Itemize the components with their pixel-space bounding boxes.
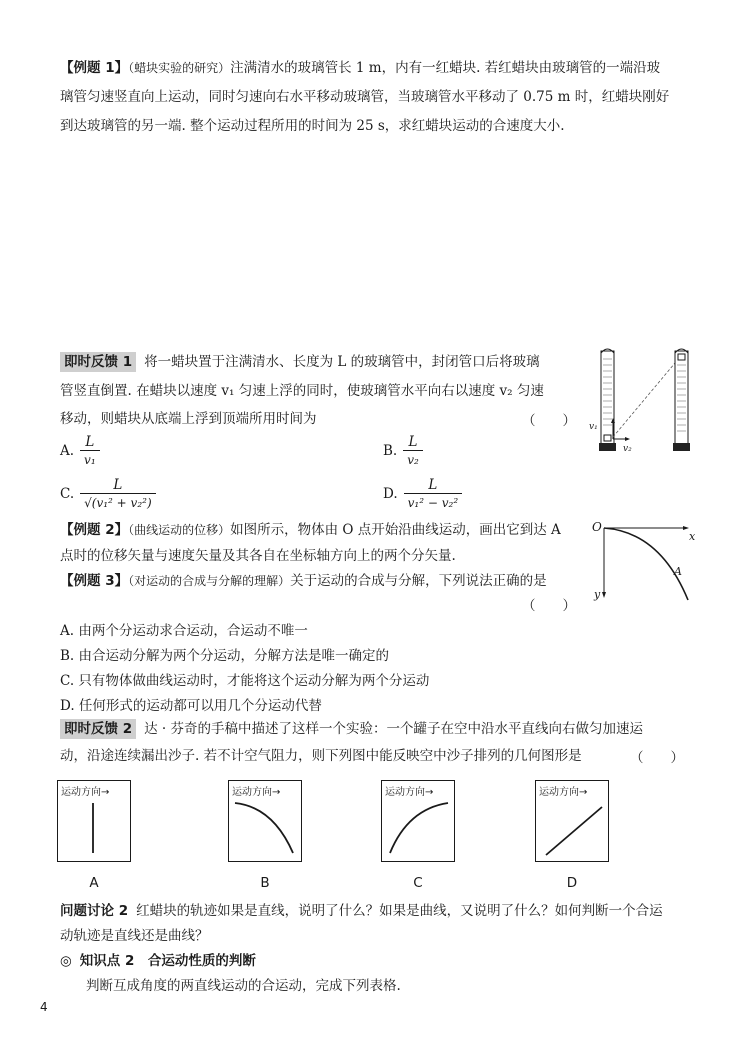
example-3-option-a[interactable]: A. 由两个分运动求合运动，合运动不唯一 [60,623,308,639]
feedback-2-line-1 [60,719,643,739]
example-3-answer-paren: （ ） [522,598,576,614]
example-2-text-1: 如图所示，物体由 O 点开始沿曲线运动，画出它到达 A [230,522,561,538]
sand-figure-a[interactable] [57,780,131,862]
option-b-denominator: v₂ [407,453,419,467]
option-d-numerator: L [404,477,462,494]
option-c-label: C. [60,486,75,502]
sand-figure-b-label: B [260,875,270,891]
feedback-1-answer-paren: （ ） [522,413,576,429]
feedback-2-answer-paren: （ ） [630,750,684,766]
example-2-line-2: 点时的位移矢量与速度矢量及其各自在坐标轴方向上的两个分矢量. [60,548,456,564]
feedback-2-tag: 即时反馈 2 [60,719,136,739]
example-1-tag: 【例题 1】 [60,60,129,76]
feedback-1-option-b[interactable] [383,434,423,469]
option-a-fraction [80,434,100,469]
example-1-line-3: 到达玻璃管的另一端. 整个运动过程所用的时间为 25 s，求红蜡块运动的合速度大小. [60,118,565,134]
discussion-line-2: 动轨迹是直线还是曲线？ [60,928,209,944]
example-1-topic: （蜡块实验的研究） [128,61,231,75]
knowledge-point-text: 判断互成角度的两直线运动的合运动，完成下列表格. [86,978,401,994]
option-c-numerator: L [80,477,156,494]
example-3-option-c[interactable]: C. 只有物体做曲线运动时，才能将这个运动分解为两个分运动 [60,673,430,689]
sand-figure-c-label: C [413,875,423,891]
sand-figure-b[interactable] [228,780,302,862]
page-number: 4 [40,1000,48,1014]
example-3-tag: 【例题 3】 [60,573,129,589]
example-2-line-1 [60,520,561,540]
example-1-line-2: 璃管匀速竖直向上运动，同时匀速向右水平移动玻璃管，当玻璃管水平移动了 0.75 m 时，红蜡块刚好 [60,89,670,105]
example-3-topic: （对运动的合成与分解的理解） [128,574,291,588]
glass-tube-figure [585,345,700,460]
option-a-denominator: v₁ [84,453,96,467]
motion-direction-label: 运动方向→ [539,787,588,798]
example-3-line-1 [60,571,547,591]
knowledge-point-heading [60,951,256,971]
feedback-1-option-d[interactable] [383,477,462,512]
example-3-option-b[interactable]: B. 由合运动分解为两个分运动，分解方法是唯一确定的 [60,648,390,664]
feedback-1-line-3: 移动，则蜡块从底端上浮到顶端所用时间为 [60,411,317,427]
example-1-text-1: 注满清水的玻璃管长 1 m，内有一红蜡块. 若红蜡块由玻璃管的一端沿玻 [230,60,661,76]
option-d-denominator: v₁² − v₂² [407,496,459,510]
feedback-1-tag: 即时反馈 1 [60,352,136,372]
sand-figure-d-label: D [566,875,578,891]
example-1-line-1 [60,58,660,78]
origin-label: O [592,520,602,534]
point-a-label: A [674,565,682,578]
option-c-fraction [80,477,156,512]
v2-label: v₂ [623,444,632,454]
sand-figure-a-label: A [89,875,99,891]
motion-direction-label: 运动方向→ [232,787,281,798]
x-axis-label: x [689,530,696,543]
knowledge-point-symbol: ◎ [60,953,72,969]
example-2-topic: （曲线运动的位移） [128,523,231,537]
option-d-label: D. [383,486,398,502]
motion-direction-label: 运动方向→ [385,787,434,798]
option-b-fraction [403,434,423,469]
discussion-line-1 [60,901,663,921]
option-c-denominator: √(v₁² + v₂²) [84,496,152,510]
sand-figure-d[interactable] [535,780,609,862]
sand-figure-c[interactable] [381,780,455,862]
feedback-1-line-2: 管竖直倒置. 在蜡块以速度 v₁ 匀速上浮的同时，使玻璃管水平向右以速度 v₂ 匀速 [60,383,544,399]
motion-direction-label: 运动方向→ [61,787,110,798]
option-b-label: B. [383,443,398,459]
y-axis-label: y [594,588,601,601]
example-3-text-1: 关于运动的合成与分解，下列说法正确的是 [290,573,547,589]
feedback-1-line-1 [60,352,540,372]
feedback-1-option-a[interactable] [60,434,100,469]
example-3-option-d[interactable]: D. 任何形式的运动都可以用几个分运动代替 [60,698,322,714]
curve-motion-figure [590,518,700,610]
example-2-tag: 【例题 2】 [60,522,129,538]
discussion-text-1: 红蜡块的轨迹如果是直线，说明了什么？如果是曲线，又说明了什么？如何判断一个合运 [136,903,663,919]
feedback-2-text-1: 达 · 芬奇的手稿中描述了这样一个实验：一个罐子在空中沿水平直线向右做匀加速运 [144,721,643,737]
feedback-2-line-2: 动，沿途连续漏出沙子. 若不计空气阻力，则下列图中能反映空中沙子排列的几何图形是 [60,748,582,764]
option-b-numerator: L [403,434,423,451]
knowledge-point-title: 知识点 2 合运动性质的判断 [79,953,256,969]
discussion-tag: 问题讨论 2 [60,903,129,919]
feedback-1-text-1: 将一蜡块置于注满清水、长度为 L 的玻璃管中，封闭管口后将玻璃 [144,354,540,370]
feedback-1-option-c[interactable] [60,477,156,512]
v1-label: v₁ [589,422,598,432]
option-a-label: A. [60,443,75,459]
option-d-fraction [404,477,462,512]
option-a-numerator: L [80,434,100,451]
